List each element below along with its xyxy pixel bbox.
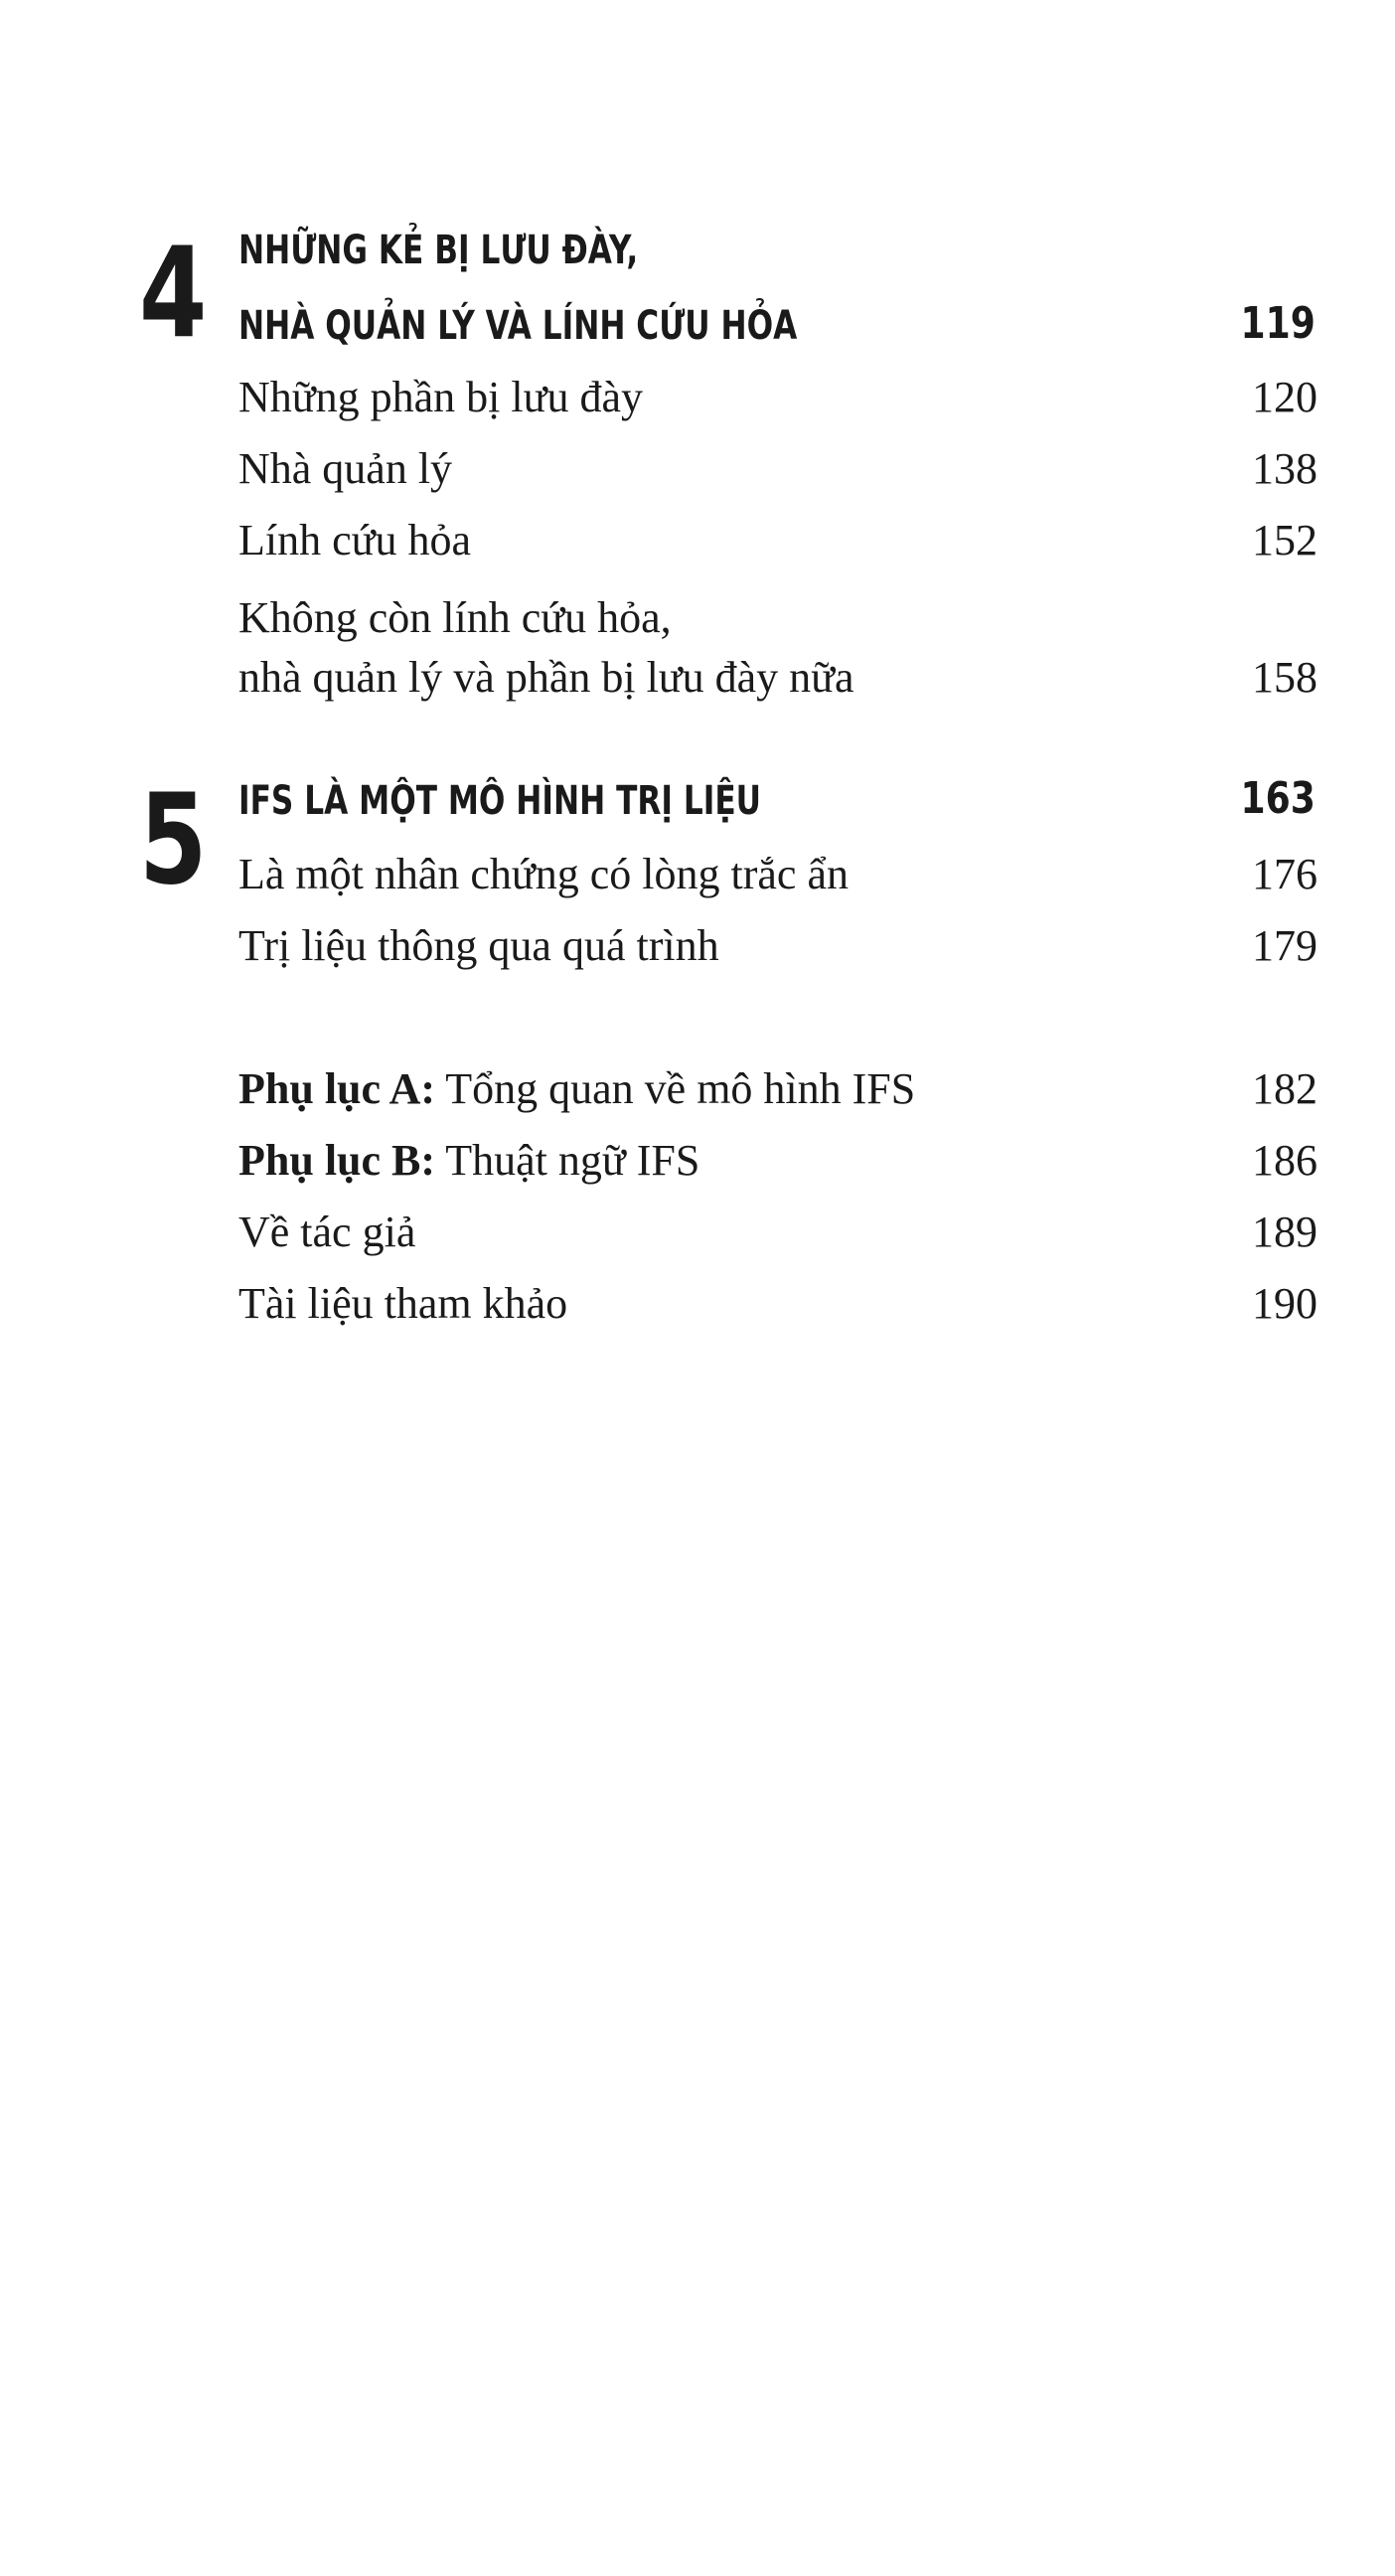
appendix-title: Thuật ngữ IFS	[435, 1136, 700, 1185]
toc-entry-page: 152	[1252, 516, 1318, 564]
toc-entry-title: Lính cứu hỏa	[238, 516, 472, 564]
appendix-page: 186	[1252, 1136, 1318, 1185]
toc-entry-page: 120	[1252, 373, 1318, 421]
toc-entry-page: 176	[1252, 850, 1318, 898]
toc-entry-title: Trị liệu thông qua quá trình	[238, 921, 719, 970]
toc-entry-title-line: nhà quản lý và phần bị lưu đày nữa	[238, 653, 854, 702]
toc-entry-page: 179	[1252, 921, 1318, 970]
toc-entry-page: 189	[1252, 1208, 1318, 1256]
appendix-entry-title	[238, 1136, 700, 1185]
chapter-number: 5	[139, 766, 205, 912]
toc-entry-title: Là một nhân chứng có lòng trắc ẩn	[238, 850, 849, 898]
chapter-page-number: 119	[1240, 298, 1316, 349]
chapter-title-line: IFS LÀ MỘT MÔ HÌNH TRỊ LIỆU	[238, 778, 762, 824]
toc-entry-title: Tài liệu tham khảo	[238, 1279, 568, 1328]
appendix-label: Phụ lục A:	[238, 1064, 436, 1113]
chapter-title-line: NHÀ QUẢN LÝ VÀ LÍNH CỨU HỎA	[238, 303, 798, 349]
toc-entry-title-line: Không còn lính cứu hỏa,	[238, 593, 672, 642]
toc-entry-page: 138	[1252, 444, 1318, 493]
appendix-title: Tổng quan về mô hình IFS	[435, 1064, 916, 1113]
chapter-number: 4	[139, 220, 205, 366]
toc-entry-title: Về tác giả	[238, 1208, 416, 1256]
appendix-label: Phụ lục B:	[238, 1136, 436, 1185]
toc-entry-page: 190	[1252, 1279, 1318, 1328]
appendix-entry-title	[238, 1064, 916, 1113]
toc-entry-title: Những phần bị lưu đày	[238, 373, 643, 421]
chapter-page-number: 163	[1240, 773, 1316, 824]
toc-entry-page: 158	[1252, 653, 1318, 702]
toc-entry-title: Nhà quản lý	[238, 444, 453, 493]
chapter-title-line: NHỮNG KẺ BỊ LƯU ĐÀY,	[238, 228, 639, 273]
appendix-page: 182	[1252, 1064, 1318, 1113]
